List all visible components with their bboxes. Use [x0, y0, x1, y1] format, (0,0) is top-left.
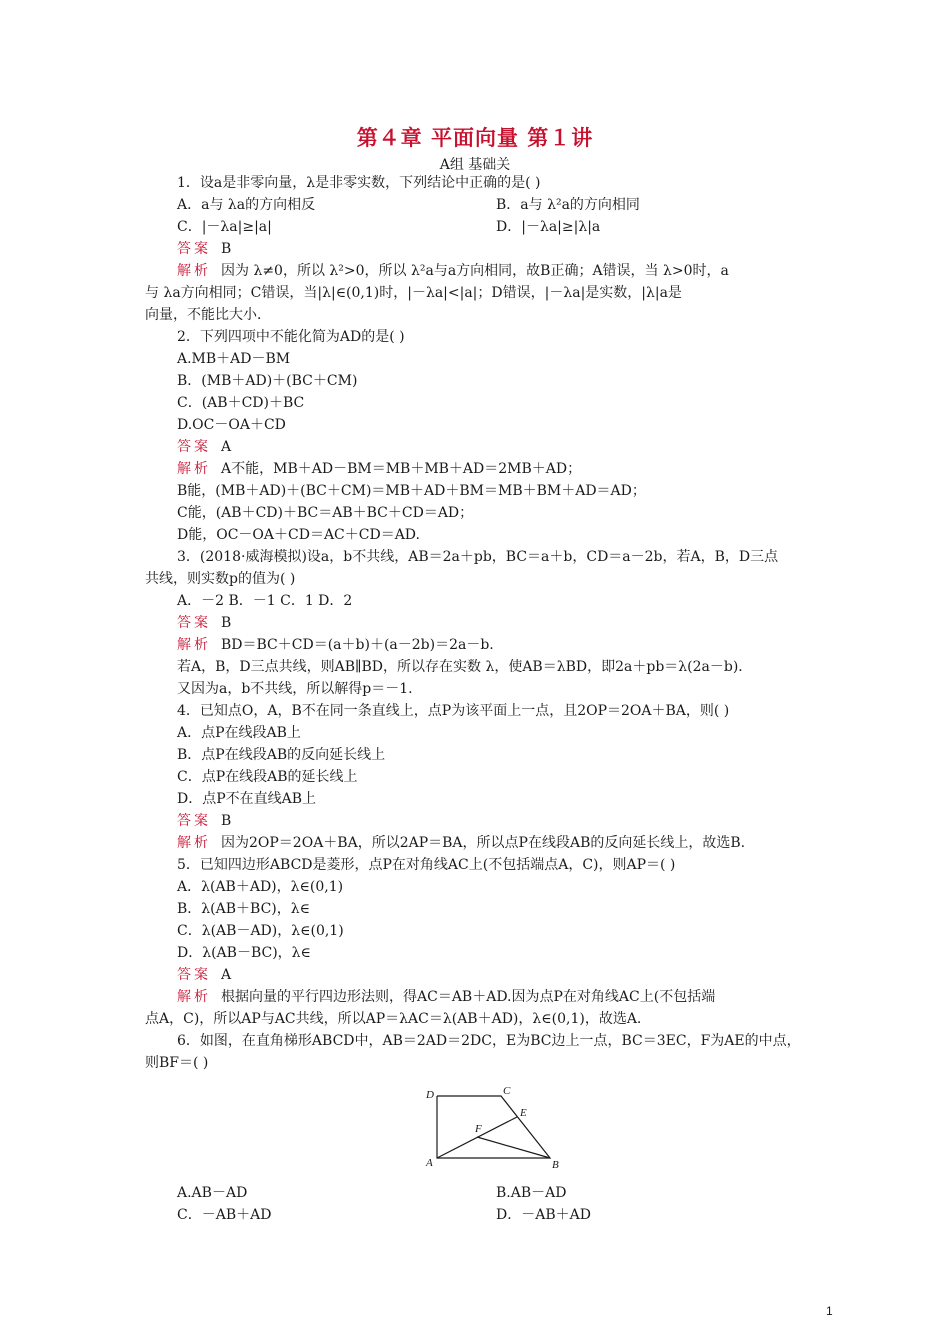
q5-option-d: D．λ(AB－BC)，λ∈	[177, 945, 311, 961]
trapezoid-diagram	[420, 1086, 570, 1176]
q2-explanation-line4: D能，OC－OA＋CD＝AC＋CD＝AD.	[177, 527, 420, 543]
q1-explanation-line3: 向量，不能比大小．	[145, 307, 271, 323]
q4-option-a: A．点P在线段AB上	[177, 725, 301, 741]
q1-explanation-line1	[145, 260, 815, 282]
q5-exp-text1: 根据向量的平行四边形法则，得AC＝AB＋AD.因为点P在对角线AC上(不包括端	[221, 989, 716, 1005]
q2-stem: 2．下列四项中不能化简为AD的是( )	[177, 329, 405, 345]
explanation-label: 解析	[177, 989, 211, 1005]
q4-option-d: D．点P不在直线AB上	[177, 791, 317, 807]
segment-bf	[477, 1137, 550, 1158]
q3-options: A．－2 B．－1 C．1 D．2	[177, 593, 353, 609]
q5-option-b: B．λ(AB＋BC)，λ∈	[177, 901, 310, 917]
q6-options-row2	[145, 1204, 815, 1226]
q5-stem: 5．已知四边形ABCD是菱形，点P在对角线AC上(不包括端点A，C)，则AP＝( )	[177, 857, 676, 873]
q1-answer	[145, 238, 815, 260]
trapezoid-figure	[420, 1086, 570, 1176]
q4-option-b: B．点P在线段AB的反向延长线上	[177, 747, 386, 763]
q2-explanation-line3: C能，(AB＋CD)＋BC＝AB＋BC＋CD＝AD；	[177, 505, 474, 521]
q2-explanation-line1	[145, 458, 815, 480]
q2-answer-value: A	[221, 439, 232, 455]
q1-explanation-line2: 与 λa方向相同；C错误，当|λ|∈(0,1)时，|－λa|<|a|；D错误，|－λa|是实数，|λ|a是	[145, 285, 682, 301]
label-d: D	[426, 1089, 434, 1101]
q3-stem-line1: 3．(2018·威海模拟)设a，b不共线，AB＝2a＋pb，BC＝a＋b，CD＝a－2b，若A，B，D三点	[177, 549, 779, 565]
section-subtitle: A组 基础关	[439, 157, 511, 173]
q6-option-a: A.AB－AD	[177, 1185, 248, 1201]
q1-options-row2	[145, 216, 815, 238]
q2-option-a: A.MB＋AD－BM	[177, 351, 291, 367]
q6-stem-line1: 6．如图，在直角梯形ABCD中，AB＝2AD＝2DC，E为BC边上一点，BC＝3EC，F为AE的中点，	[177, 1033, 801, 1049]
q2-option-c: C．(AB＋CD)＋BC	[177, 395, 305, 411]
q6-option-d: D．－AB＋AD	[496, 1207, 591, 1223]
q1-option-a: A．a与 λa的方向相反	[177, 197, 316, 213]
q5-option-c: C．λ(AB－AD)，λ∈(0,1)	[177, 923, 344, 939]
q4-stem: 4．已知点O，A，B不在同一条直线上，点P为该平面上一点，且2OP＝2OA＋BA，则( )	[177, 703, 730, 719]
page-number: 1	[826, 1304, 833, 1318]
label-c: C	[503, 1086, 511, 1097]
q3-explanation-line1	[145, 634, 815, 656]
answer-label: 答案	[177, 967, 211, 983]
q1-option-d: D．|－λa|≥|λ|a	[496, 219, 601, 235]
q6-option-b: B.AB－AD	[496, 1185, 567, 1201]
q1-exp-text1: 因为 λ≠0，所以 λ²>0，所以 λ²a与a方向相同，故B正确；A错误，当 λ>0时，a	[221, 263, 729, 279]
q2-option-b: B．(MB＋AD)＋(BC＋CM)	[177, 373, 358, 389]
q3-exp-text1: BD＝BC＋CD＝(a＋b)＋(a－2b)＝2a－b.	[221, 637, 494, 653]
answer-label: 答案	[177, 813, 211, 829]
q2-answer	[145, 436, 815, 458]
q1-answer-value: B	[221, 241, 232, 257]
q3-explanation-line3: 又因为a，b不共线，所以解得p＝－1.	[177, 681, 413, 697]
q5-option-a: A．λ(AB＋AD)，λ∈(0,1)	[177, 879, 344, 895]
q3-answer	[145, 612, 815, 634]
q3-stem-line2: 共线，则实数p的值为( )	[145, 571, 296, 587]
q1-options-row1	[145, 194, 815, 216]
q6-option-c: C．－AB＋AD	[177, 1207, 272, 1223]
q3-explanation-line2: 若A，B，D三点共线，则AB∥BD，所以存在实数 λ，使AB＝λBD，即2a＋pb＝λ(2a－b)．	[177, 659, 753, 675]
q1-stem: 1．设a是非零向量，λ是非零实数，下列结论中正确的是( )	[177, 175, 541, 191]
explanation-label: 解析	[177, 637, 211, 653]
explanation-label: 解析	[177, 835, 211, 851]
answer-label: 答案	[177, 615, 211, 631]
q4-answer	[145, 810, 815, 832]
q5-answer	[145, 964, 815, 986]
q6-stem-line2: 则BF＝( )	[145, 1055, 209, 1071]
q1-option-c: C．|－λa|≥|a|	[177, 219, 272, 235]
explanation-label: 解析	[177, 263, 211, 279]
label-b: B	[552, 1159, 559, 1171]
q1-option-b: B．a与 λ²a的方向相同	[496, 197, 640, 213]
q2-option-d: D.OC－OA＋CD	[177, 417, 286, 433]
q5-explanation-line2: 点A，C)，所以AP与AC共线，所以AP＝λAC＝λ(AB＋AD)，λ∈(0,1)，故选A.	[145, 1011, 642, 1027]
q6-options-row1	[145, 1182, 815, 1204]
answer-label: 答案	[177, 241, 211, 257]
q2-explanation-line2: B能，(MB＋AD)＋(BC＋CM)＝MB＋AD＋BM＝MB＋BM＋AD＝AD；	[177, 483, 646, 499]
q2-exp-text1: A不能，MB＋AD－BM＝MB＋MB＋AD＝2MB＋AD；	[221, 461, 582, 477]
answer-label: 答案	[177, 439, 211, 455]
q4-exp-text1: 因为2OP＝2OA＋BA，所以2AP＝BA，所以点P在线段AB的反向延长线上，故选B.	[221, 835, 746, 851]
q4-answer-value: B	[221, 813, 232, 829]
q4-option-c: C．点P在线段AB的延长线上	[177, 769, 358, 785]
q5-explanation-line1	[145, 986, 815, 1008]
explanation-label: 解析	[177, 461, 211, 477]
q4-explanation-line1	[145, 832, 815, 854]
q3-answer-value: B	[221, 615, 232, 631]
page-title: 第４章 平面向量 第１讲	[356, 125, 594, 150]
q5-answer-value: A	[221, 967, 232, 983]
label-f: F	[475, 1123, 482, 1135]
label-e: E	[520, 1107, 527, 1119]
document-body	[145, 172, 815, 1226]
label-a: A	[426, 1157, 433, 1169]
